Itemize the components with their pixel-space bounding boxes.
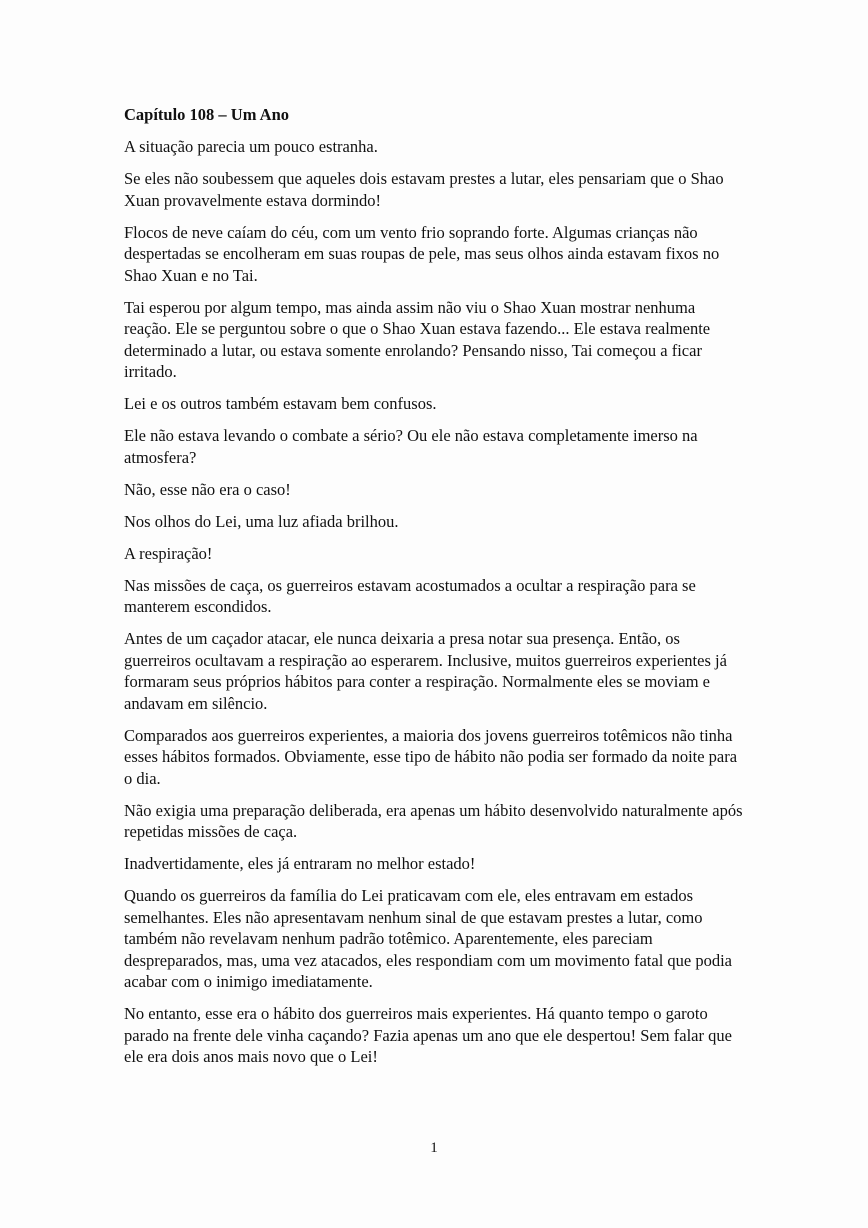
paragraph: No entanto, esse era o hábito dos guerreiros mais experientes. Há quanto tempo o garoto parado na frente dele vinha caçando? Fazia apenas um ano que ele despertou! Sem falar que ele era dois anos mais novo que o Lei! [124, 1004, 732, 1066]
page-number: 1 [430, 1140, 438, 1156]
paragraph: Quando os guerreiros da família do Lei praticavam com ele, eles entravam em estados semelhantes. Eles não apresentavam nenhum sinal de que estavam prestes a lutar, como também não revelavam nenhum padrão totêmico. Aparentemente, eles pareciam despreparados, mas, uma vez atacados, eles respondiam com um movimento fatal que podia acabar com o inimigo imediatamente. [124, 886, 733, 991]
paragraph: Comparados aos guerreiros experientes, a maioria dos jovens guerreiros totêmicos não tinha esses hábitos formados. Obviamente, esse tipo de hábito não podia ser formado da noite para o dia. [124, 725, 738, 788]
paragraph: Tai esperou por algum tempo, mas ainda assim não viu o Shao Xuan mostrar nenhuma reação. Ele se perguntou sobre o que o Shao Xuan estava fazendo... Ele estava realmente determinado a lutar, ou estava somente enrolando? Pensando nisso, Tai começou a ficar irritado. [124, 297, 711, 381]
paragraph: Ele não estava levando o combate a sério? Ou ele não estava completamente imerso na atmosfera? [124, 426, 698, 467]
paragraph: A situação parecia um pouco estranha. [124, 137, 378, 156]
chapter-title: Capítulo 108 – Um Ano [124, 105, 290, 124]
paragraph: Antes de um caçador atacar, ele nunca deixaria a presa notar sua presença. Então, os guerreiros ocultavam a respiração ao esperarem. Inclusive, muitos guerreiros experientes já formaram seus próprios hábitos para conter a respiração. Normalmente eles se moviam e andavam em silêncio. [124, 629, 727, 713]
paragraph: Se eles não soubessem que aqueles dois estavam prestes a lutar, eles pensariam que o Shao Xuan provavelmente estava dormindo! [124, 169, 724, 210]
page-content [124, 104, 746, 1078]
paragraph: Flocos de neve caíam do céu, com um vento frio soprando forte. Algumas crianças não despertadas se encolheram em suas roupas de pele, mas seus olhos ainda estavam fixos no Shao Xuan e no Tai. [124, 222, 720, 285]
paragraph: Nas missões de caça, os guerreiros estavam acostumados a ocultar a respiração para se manterem escondidos. [124, 575, 696, 616]
paragraph: Nos olhos do Lei, uma luz afiada brilhou. [124, 511, 399, 531]
paragraph: A respiração! [124, 543, 213, 563]
paragraph: Inadvertidamente, eles já entraram no melhor estado! [124, 854, 476, 873]
paragraph: Lei e os outros também estavam bem confusos. [124, 394, 437, 413]
paragraph: Não exigia uma preparação deliberada, era apenas um hábito desenvolvido naturalmente após repetidas missões de caça. [124, 800, 743, 841]
paragraph: Não, esse não era o caso! [124, 479, 291, 499]
